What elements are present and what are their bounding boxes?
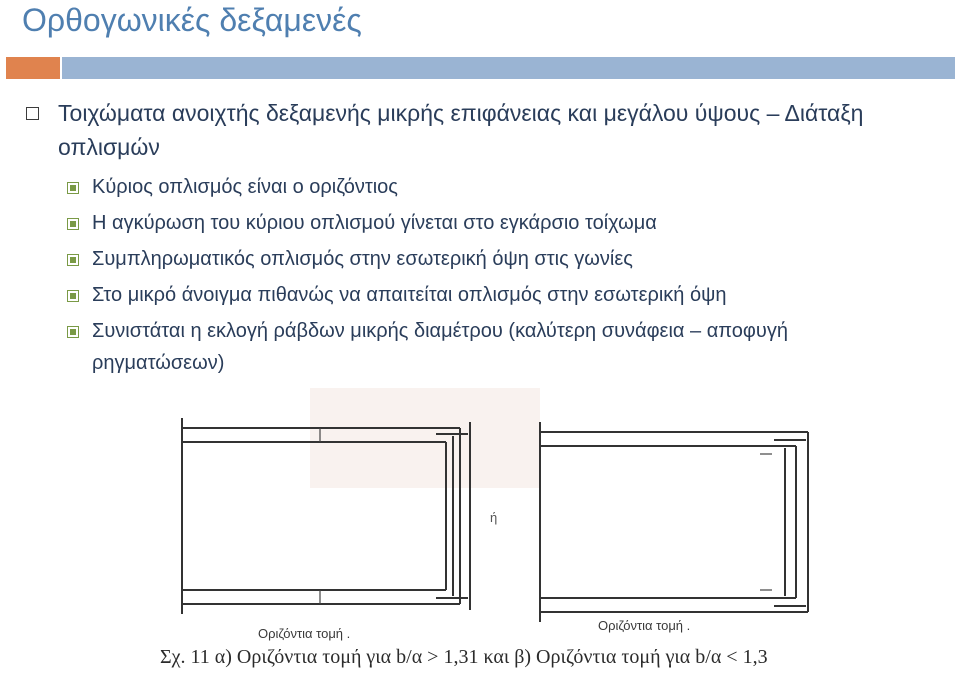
sub-bullet-3: Συμπληρωματικός οπλισμός στην εσωτερική όψη στις γωνίες — [92, 248, 633, 270]
main-bullet: Τοιχώματα ανοιχτής δεξαμενής μικρής επιφάνειας και μεγάλου ύψους – Διάταξη οπλισμών — [58, 100, 864, 160]
left-section-label: Οριζόντια τομή . — [258, 626, 351, 641]
filled-square-bullet-icon — [67, 218, 79, 230]
accent-bar-blue — [62, 57, 955, 79]
accent-bar-orange — [6, 57, 60, 79]
reinforcement-figure — [170, 382, 860, 641]
sub-bullet-4: Στο μικρό άνοιγμα πιθανώς να απαιτείται οπλισμός στην εσωτερική όψη — [92, 284, 727, 306]
reinforcement-drawing — [170, 382, 860, 632]
filled-square-bullet-icon — [67, 326, 79, 338]
figure-caption: Σχ. 11 α) Οριζόντια τομή για b/α > 1,31 και β) Οριζόντια τομή για b/α < 1,3 — [160, 646, 768, 668]
right-section-label: Οριζόντια τομή . — [598, 618, 691, 633]
filled-square-bullet-icon — [67, 290, 79, 302]
sub-bullet-5: Συνιστάται η εκλογή ράβδων μικρής διαμέτρου (καλύτερη συνάφεια – αποφυγή ρηγματώσεων) — [92, 320, 788, 374]
filled-square-bullet-icon — [67, 254, 79, 266]
sub-bullet-2: Η αγκύρωση του κύριου οπλισμού γίνεται στο εγκάρσιο τοίχωμα — [92, 212, 657, 234]
hollow-square-icon — [26, 107, 39, 120]
slide-title: Ορθογωνικές δεξαμενές — [22, 2, 362, 38]
sub-bullet-1: Κύριος οπλισμός είναι ο οριζόντιος — [92, 176, 398, 198]
filled-square-bullet-icon — [67, 182, 79, 194]
mid-mark: ή — [490, 510, 498, 525]
